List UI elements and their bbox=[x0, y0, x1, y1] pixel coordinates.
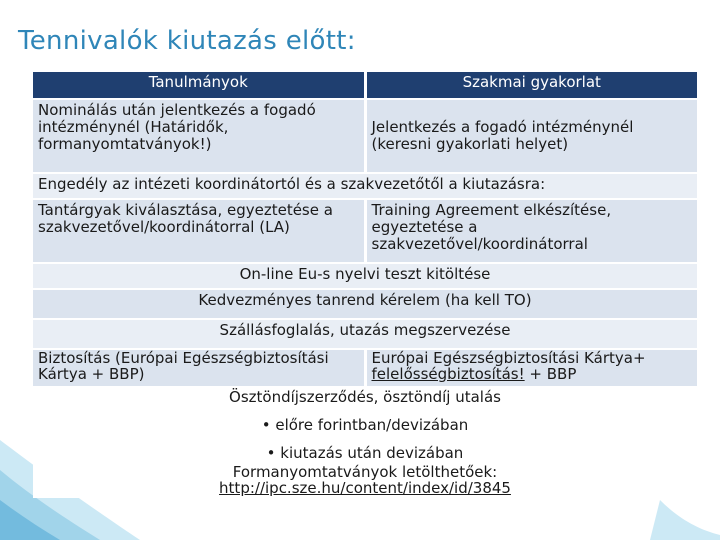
application-row bbox=[33, 100, 697, 172]
permission-row bbox=[33, 174, 697, 198]
liability-insurance-text: felelősségbiztosítás! bbox=[371, 365, 525, 383]
insurance-internship-part1: Európai Egészségbiztosítási Kártya+ bbox=[371, 349, 646, 367]
learning-agreement-cell: Tantárgyak kiválasztása, egyeztetése a szakvezetővel/koordinátorral (LA) bbox=[33, 200, 364, 262]
forms-download-link[interactable]: http://ipc.sze.hu/content/index/id/3845 bbox=[219, 479, 511, 497]
permission-cell: Engedély az intézeti koordinátortól és a szakvezetőtől a kiutazásra: bbox=[33, 174, 697, 198]
checklist-table bbox=[30, 70, 700, 500]
insurance-internship-cell bbox=[367, 350, 698, 386]
grant-cell bbox=[33, 388, 697, 498]
internship-application-cell: Jelentkezés a fogadó intézménynél (keresni gyakorlati helyet) bbox=[367, 100, 698, 172]
agreement-row bbox=[33, 200, 697, 262]
language-test-row bbox=[33, 264, 697, 288]
page-title: Tennivalók kiutazás előtt: bbox=[18, 26, 356, 56]
schedule-cell: Kedvezményes tanrend kérelem (ha kell TO) bbox=[33, 290, 697, 318]
header-studies: Tanulmányok bbox=[33, 72, 364, 98]
header-row bbox=[33, 72, 697, 98]
forms-label: Formanyomtatványok letölthetőek: bbox=[232, 463, 498, 481]
grant-title: Ösztöndíjszerződés, ösztöndíj utalás bbox=[229, 388, 501, 406]
header-internship: Szakmai gyakorlat bbox=[367, 72, 698, 98]
studies-application-cell: Nominálás után jelentkezés a fogadó intézménynél (Határidők, formanyomtatványok!) bbox=[33, 100, 364, 172]
insurance-row bbox=[33, 350, 697, 386]
accommodation-row bbox=[33, 320, 697, 348]
grant-bullet-after: • kiutazás után devizában bbox=[266, 444, 464, 462]
grant-bullet-advance: • előre forintban/devizában bbox=[261, 416, 469, 434]
insurance-studies-cell: Biztosítás (Európai Egészségbiztosítási Kártya + BBP) bbox=[33, 350, 364, 386]
schedule-row bbox=[33, 290, 697, 318]
accommodation-cell: Szállásfoglalás, utazás megszervezése bbox=[33, 320, 697, 348]
grant-row bbox=[33, 388, 697, 498]
language-test-cell: On-line Eu-s nyelvi teszt kitöltése bbox=[33, 264, 697, 288]
training-agreement-cell: Training Agreement elkészítése, egyeztetése a szakvezetővel/koordinátorral bbox=[367, 200, 698, 262]
insurance-internship-part2: + BBP bbox=[524, 365, 577, 383]
